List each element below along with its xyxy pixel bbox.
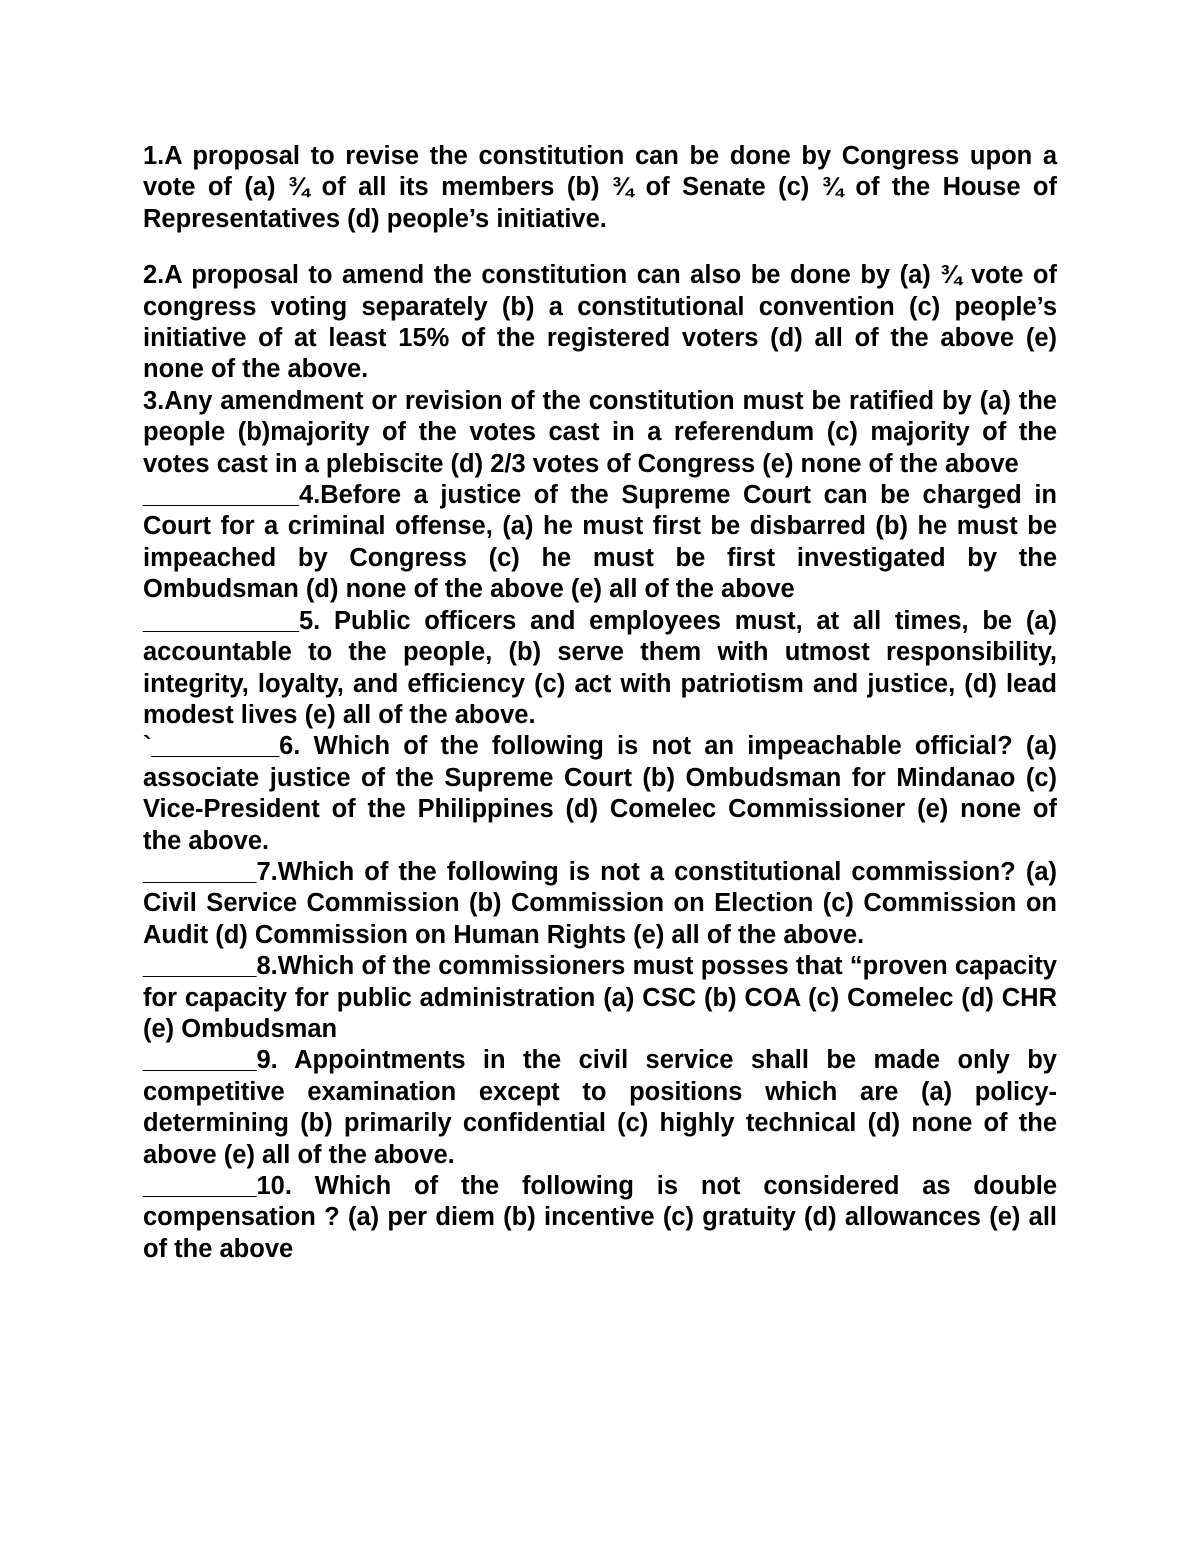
question-2: 2.A proposal to amend the constitution can also be done by (a) ¾ vote of congress voting separately (b) a constitutional convention (c) people’s initiative of at least 15% of the registered voters (d) all of the above (e) none of the above.: [143, 261, 1057, 384]
question-8: ________8.Which of the commissioners must posses that “proven capacity for capacity for public administration (a) CSC (b) COA (c) Comelec (d) CHR (e) Ombudsman: [143, 952, 1057, 1043]
question-10: ________10. Which of the following is not considered as double compensation ? (a) per diem (b) incentive (c) gratuity (d) allowances (e) all of the above: [143, 1172, 1057, 1263]
document-page: [143, 141, 1057, 1265]
question-9: ________9. Appointments in the civil service shall be made only by competitive examination except to positions which are (a) policy-determining (b) primarily confidential (c) highly technical (d) none of the above (e) all of the above.: [143, 1046, 1057, 1169]
question-1: 1.A proposal to revise the constitution can be done by Congress upon a vote of (a) ¾ of all its members (b) ¾ of Senate (c) ¾ of the House of Representatives (d) people’s initiative.: [143, 142, 1057, 233]
question-5: ___________5. Public officers and employees must, at all times, be (a) accountable to the people, (b) serve them with utmost responsibility, integrity, loyalty, and efficiency (c) act with patriotism and justice, (d) lead modest lives (e) all of the above.: [143, 606, 1057, 729]
question-4: ___________4.Before a justice of the Supreme Court can be charged in Court for a criminal offense, (a) he must first be disbarred (b) he must be impeached by Congress (c) he must be first investigated by the Ombudsman (d) none of the above (e) all of the above: [143, 481, 1057, 604]
question-7: ________7.Which of the following is not a constitutional commission? (a) Civil Service Commission (b) Commission on Election (c) Commission on Audit (d) Commission on Human Rights (e) all of the above.: [143, 857, 1057, 949]
question-6: `_________6. Which of the following is not an impeachable official? (a) associate justice of the Supreme Court (b) Ombudsman for Mindanao (c) Vice-President of the Philippines (d) Comelec Commissioner (e) none of the above.: [143, 732, 1057, 855]
question-3: 3.Any amendment or revision of the constitution must be ratified by (a) the people (b)majority of the votes cast in a referendum (c) majority of the votes cast in a plebiscite (d) 2/3 votes of Congress (e) none of the above: [143, 386, 1057, 478]
